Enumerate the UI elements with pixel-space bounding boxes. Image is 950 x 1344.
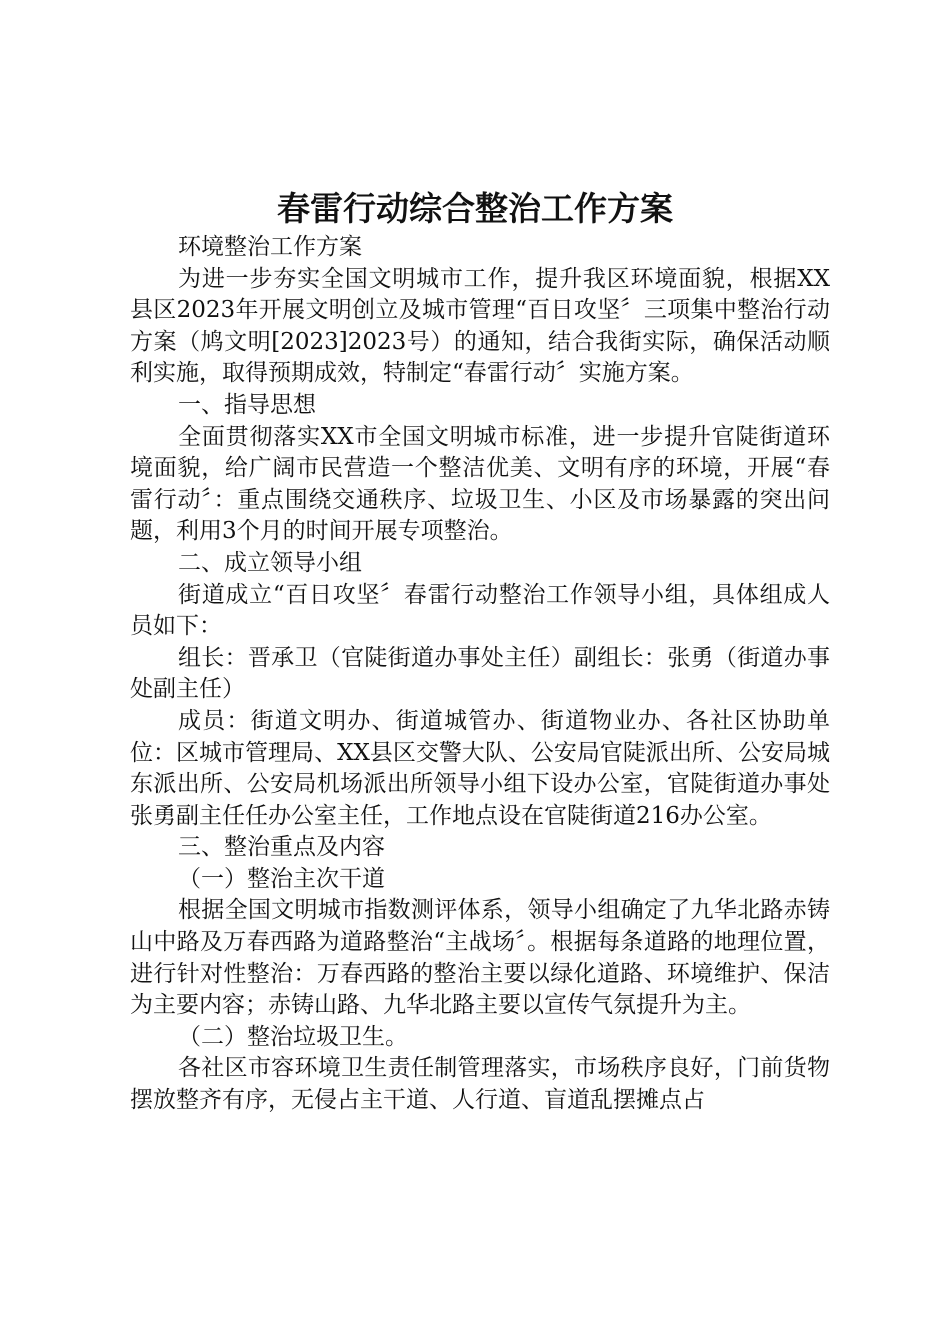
document-body: [130, 232, 830, 1117]
paragraph-intro: 为进一步夯实全国文明城市工作，提升我区环境面貌，根据XX县区2023年开展文明创立及城市管理“百日攻坚〞三项集中整治行动方案（鸠文明[2023]2023号）的通知，结合我街实际，确保活动顺利实施，取得预期成效，特制定“春雷行动〞实施方案。: [130, 265, 830, 387]
paragraph-intro-heading: 环境整治工作方案: [178, 234, 362, 260]
paragraph-main-roads: 根据全国文明城市指数测评体系，领导小组确定了九华北路赤铸山中路及万春西路为道路整治“主战场〞。根据每条道路的地理位置，进行针对性整治：万春西路的整治主要以绿化道路、环境维护、保洁为主要内容；赤铸山路、九华北路主要以宣传气氛提升为主。: [130, 897, 830, 1019]
paragraph-guiding-ideology: 全面贯彻落实XX市全国文明城市标准，进一步提升官陡街道环境面貌，给广阔市民营造一个整洁优美、文明有序的环境，开展“春雷行动〞：重点围绕交通秩序、垃圾卫生、小区及市场暴露的突出问题，利用3个月的时间开展专项整治。: [130, 423, 830, 545]
paragraph-leadership-group: 街道成立“百日攻坚〞春雷行动整治工作领导小组，具体组成人员如下：: [130, 581, 830, 640]
section-heading-leadership-group: 二、成立领导小组: [178, 549, 362, 576]
section-heading-guiding-ideology: 一、指导思想: [178, 391, 316, 418]
document-title: 春雷行动综合整治工作方案: [277, 189, 673, 228]
paragraph-garbage-sanitation: 各社区市容环境卫生责任制管理落实，市场秩序良好，门前货物摆放整齐有序，无侵占主干道、人行道、盲道乱摆摊点占: [130, 1055, 830, 1114]
paragraph-group-members: 成员：街道文明办、街道城管办、街道物业办、各社区协助单位：区城市管理局、XX县区交警大队、公安局官陡派出所、公安局城东派出所、公安局机场派出所领导小组下设办公室，官陡街道办事处张勇副主任任办公室主任，工作地点设在官陡街道216办公室。: [130, 707, 830, 829]
subsection-heading-garbage-sanitation: （二）整治垃圾卫生。: [178, 1023, 408, 1050]
section-heading-key-points: 三、整治重点及内容: [178, 834, 385, 861]
subsection-heading-main-roads: （一）整治主次干道: [178, 865, 385, 892]
paragraph-group-leaders: 组长：晋承卫（官陡街道办事处主任）副组长：张勇（街道办事处副主任）: [130, 644, 830, 703]
